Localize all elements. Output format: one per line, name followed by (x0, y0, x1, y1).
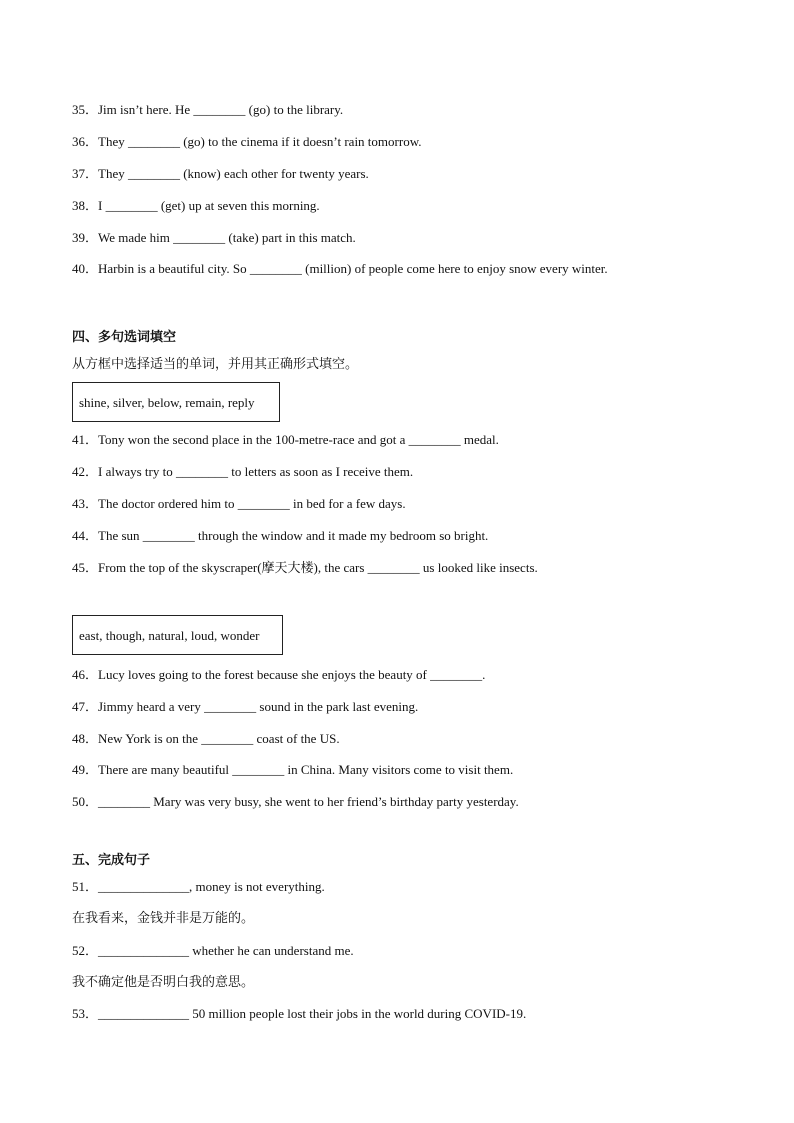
question-50: 50．________ Mary was very busy, she went to her friend’s birthday party yesterday. (72, 794, 519, 809)
question-45: 45．From the top of the skyscraper(摩天大楼), the cars ________ us looked like insects. (72, 560, 538, 575)
question-47: 47．Jimmy heard a very ________ sound in the park last evening. (72, 699, 419, 714)
question-51: 51．______________, money is not everything. (72, 879, 325, 894)
section-4-title: 四、多句选词填空 (72, 330, 177, 345)
question-41: 41．Tony won the second place in the 100-metre-race and got a ________ medal. (72, 432, 499, 447)
question-35: 35．Jim isn’t here. He ________ (go) to the library. (72, 102, 344, 117)
question-39: 39．We made him ________ (take) part in this match. (72, 230, 356, 245)
question-53: 53．______________ 50 million people lost their jobs in the world during COVID-19. (72, 1006, 527, 1021)
question-40: 40．Harbin is a beautiful city. So ________ (million) of people come here to enjoy snow every winter. (72, 261, 608, 276)
question-52-chinese: 我不确定他是否明白我的意思。 (72, 975, 255, 990)
section-5-title: 五、完成句子 (72, 853, 151, 868)
section-4-instruction: 从方框中选择适当的单词，并用其正确形式填空。 (72, 357, 359, 372)
question-38: 38．I ________ (get) up at seven this morning. (72, 198, 320, 213)
question-48: 48．New York is on the ________ coast of the US. (72, 731, 340, 746)
word-box-2: east, though, natural, loud, wonder (72, 615, 283, 655)
question-52: 52．______________ whether he can understand me. (72, 943, 354, 958)
question-42: 42．I always try to ________ to letters as soon as I receive them. (72, 464, 414, 479)
question-51-chinese: 在我看来，金钱并非是万能的。 (72, 911, 255, 926)
question-36: 36．They ________ (go) to the cinema if it doesn’t rain tomorrow. (72, 134, 422, 149)
question-49: 49．There are many beautiful ________ in China. Many visitors come to visit them. (72, 762, 514, 777)
question-37: 37．They ________ (know) each other for twenty years. (72, 166, 369, 181)
question-44: 44．The sun ________ through the window and it made my bedroom so bright. (72, 528, 489, 543)
question-46: 46．Lucy loves going to the forest because she enjoys the beauty of ________. (72, 667, 486, 682)
word-box-1: shine, silver, below, remain, reply (72, 382, 280, 422)
question-43: 43．The doctor ordered him to ________ in bed for a few days. (72, 496, 406, 511)
